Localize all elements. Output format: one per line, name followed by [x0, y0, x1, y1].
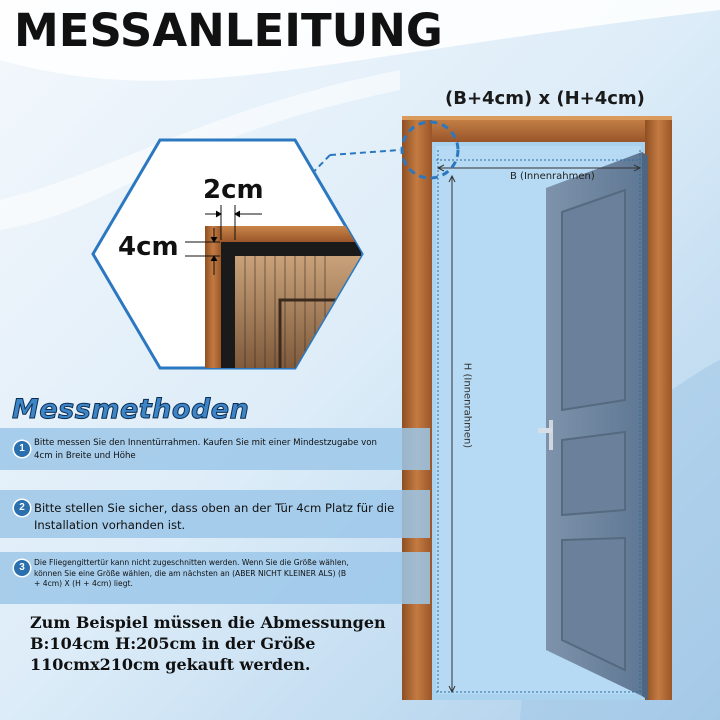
- top-dimension-label: (B+4cm) x (H+4cm): [445, 88, 645, 109]
- door: [538, 152, 648, 700]
- page-title: MESSANLEITUNG: [14, 4, 443, 57]
- detail-2cm-label: 2cm: [203, 175, 264, 205]
- detail-4cm-label: 4cm: [118, 232, 179, 262]
- step-1-number: 1: [14, 441, 30, 457]
- width-label: B (Innenrahmen): [510, 171, 595, 182]
- height-label: H (Innenrahmen): [461, 362, 473, 449]
- step-3-number: 3: [14, 560, 30, 576]
- methods-heading: Messmethoden: [12, 394, 250, 425]
- step-1-text: Bitte messen Sie den Innentürrahmen. Kaufen Sie mit einer Mindestzugabe von 4cm in Breite und Höhe: [34, 438, 377, 461]
- step-2-text: Bitte stellen Sie sicher, dass oben an der Tür 4cm Platz für die Installation vorhanden ist.: [34, 501, 395, 532]
- step-2-number: 2: [14, 500, 30, 516]
- example-text: Zum Beispiel müssen die Abmessungen B:104cm H:205cm in der Größe 110cmx210cm gekauft werden.: [30, 613, 386, 674]
- step-3-text: Die Fliegengittertür kann nicht zugeschnitten werden. Wenn Sie die Größe wählen, können Sie eine Größe wählen, die am nächsten an (ABER NICHT KLEINER ALS) (B + 4cm) X (H + 4cm) liegt.: [34, 558, 349, 589]
